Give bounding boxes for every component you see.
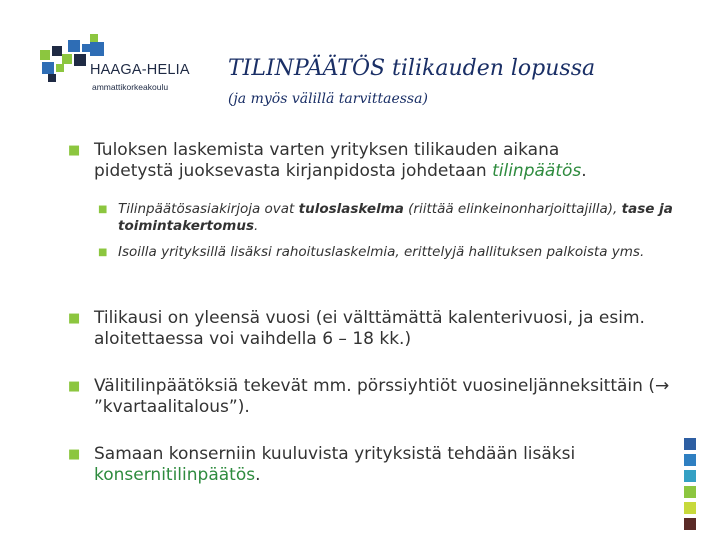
logo-name: HAAGA-HELIA	[90, 62, 190, 78]
arrow-right-icon: →	[654, 376, 670, 396]
logo-square	[52, 46, 62, 56]
logo-square	[42, 62, 54, 74]
bullet-marker: ■	[98, 204, 108, 215]
logo-square	[74, 54, 86, 66]
text-part: .	[255, 465, 261, 485]
deco-square	[684, 470, 696, 482]
highlight-term: konsernitilinpäätös	[94, 465, 256, 485]
bullet-text: Tilikausi on yleensä vuosi (ei välttämättä kalenterivuosi, ja esim. aloitettaessa voi vaihdella 6 – 18 kk.)	[94, 308, 645, 349]
slide-subtitle: (ja myös välillä tarvittaessa)	[228, 91, 428, 107]
bullet-item	[68, 444, 678, 486]
text-part: Samaan konserniin kuuluvista yrityksistä tehdään lisäksi	[94, 444, 576, 464]
bullet-text-line2: pidetystä juoksevasta kirjanpidosta johdetaan	[94, 161, 493, 181]
logo-square	[56, 64, 64, 72]
bold-term: tase ja toimintakertomus	[118, 201, 673, 234]
bold-term: tuloslaskelma	[298, 201, 404, 217]
bullet-marker: ■	[68, 311, 81, 326]
sub-bullet-text	[118, 201, 698, 235]
bullet-text-line1: Tuloksen laskemista varten yrityksen tilikauden aikana	[94, 140, 560, 160]
text-part: Välitilinpäätöksiä tekevät mm. pörssiyhtiöt vuosineljänneksittäin (	[94, 376, 655, 396]
logo-square	[90, 34, 98, 42]
sub-bullet-item	[98, 201, 698, 235]
logo-square	[48, 74, 56, 82]
logo-square	[90, 42, 104, 56]
sub-bullet-item	[98, 244, 698, 261]
logo-subtitle: ammattikorkeakoulu	[92, 82, 169, 92]
deco-square	[684, 438, 696, 450]
logo-square	[40, 50, 50, 60]
text-part: ”kvartaalitalous”).	[94, 397, 250, 417]
bullet-item	[68, 376, 678, 418]
bullet-text	[94, 444, 678, 486]
deco-square	[684, 502, 696, 514]
sub-bullet-text: Isoilla yrityksillä lisäksi rahoituslaskelmia, erittelyjä hallituksen palkoista yms.	[118, 244, 645, 260]
deco-square	[684, 486, 696, 498]
slide-title: TILINPÄÄTÖS tilikauden lopussa	[228, 56, 596, 81]
bullet-marker: ■	[68, 379, 81, 394]
bullet-text	[94, 140, 678, 182]
haaga-helia-logo	[38, 30, 208, 100]
bullet-item	[68, 308, 678, 350]
logo-square	[62, 54, 72, 64]
text-part: .	[253, 218, 259, 234]
bullet-marker: ■	[98, 247, 108, 258]
bullet-marker: ■	[68, 143, 81, 158]
highlight-term: tilinpäätös	[492, 161, 582, 181]
bullet-item	[68, 140, 678, 182]
text-part: Tilinpäätösasiakirjoja ovat	[118, 201, 299, 217]
deco-square	[684, 518, 696, 530]
logo-square	[68, 40, 80, 52]
text-part: (riittää elinkeinonharjoittajilla),	[403, 201, 622, 217]
deco-square	[684, 454, 696, 466]
bullet-marker: ■	[68, 447, 81, 462]
bullet-text-end: .	[581, 161, 587, 181]
logo-square	[82, 44, 90, 52]
bullet-text	[94, 376, 678, 418]
decorative-squares	[684, 438, 696, 534]
